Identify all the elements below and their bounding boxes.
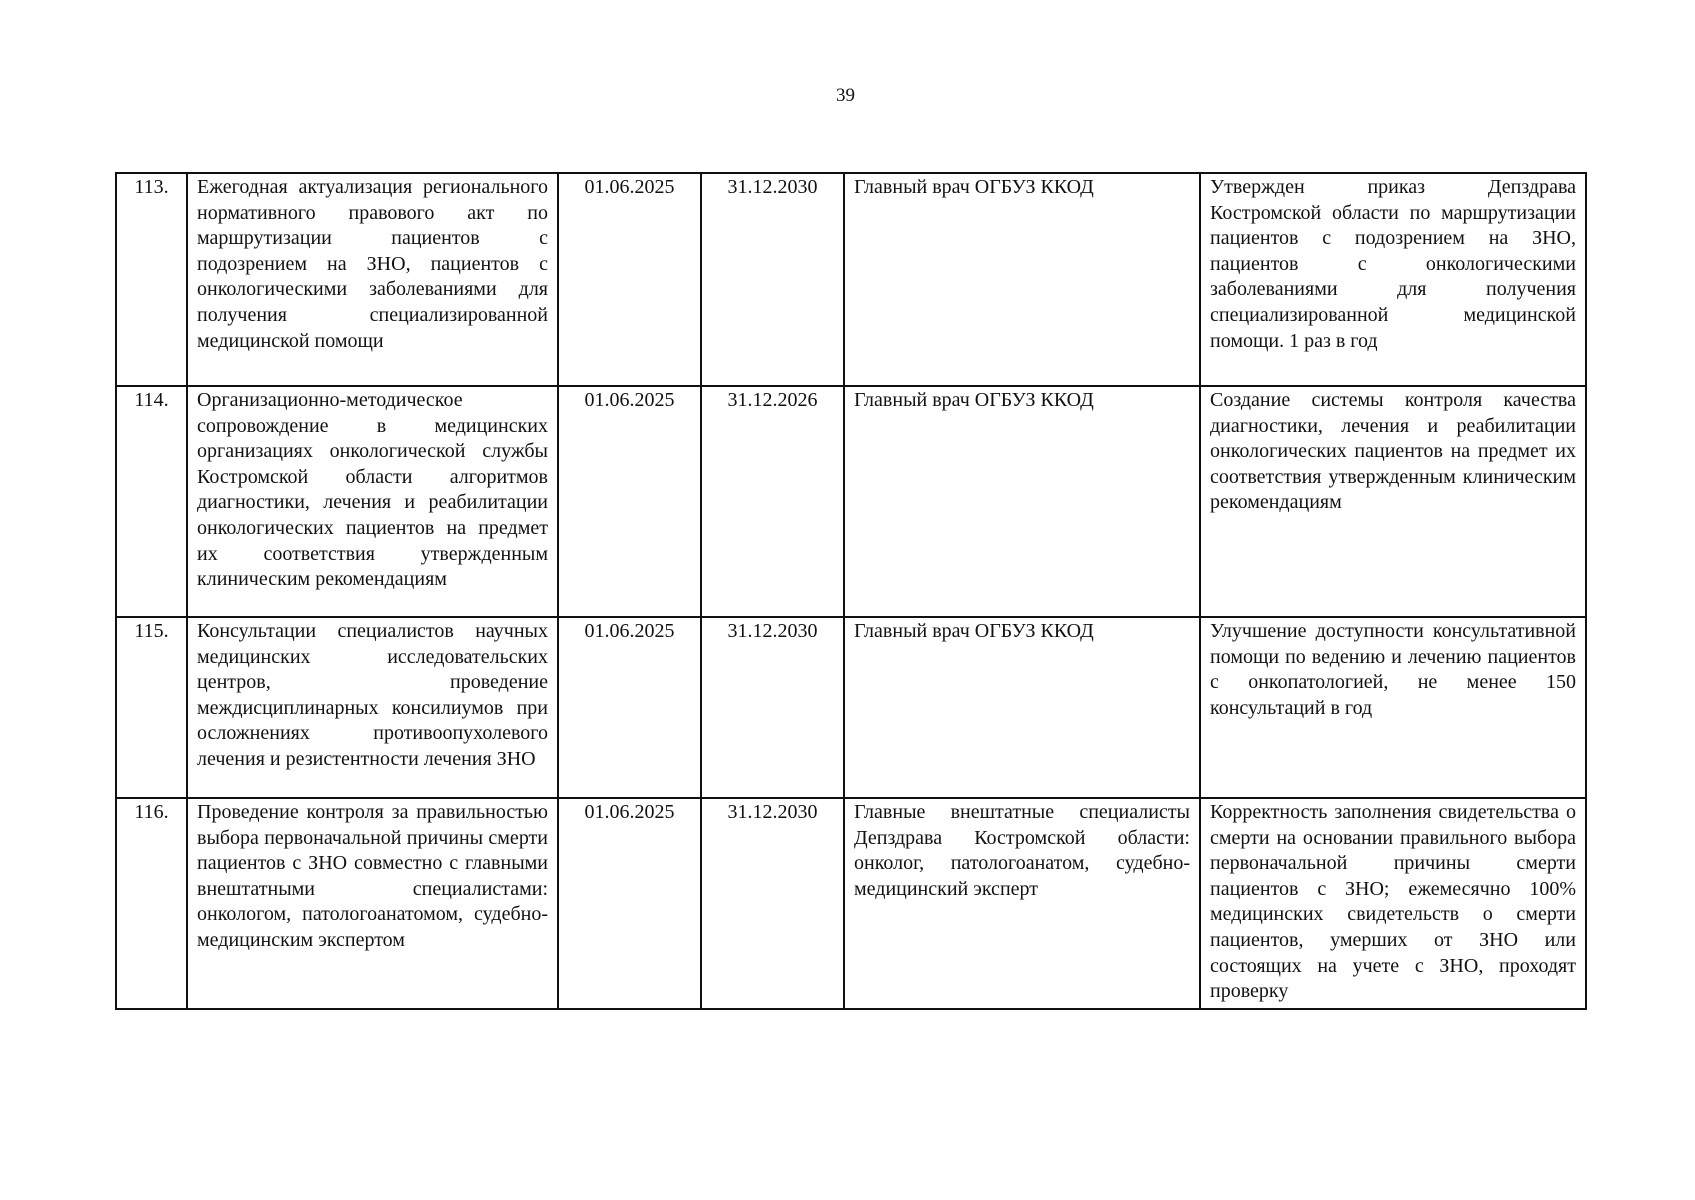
responsible-person: Главный врач ОГБУЗ ККОД [844,173,1200,386]
end-date: 31.12.2030 [701,798,844,1009]
expected-result: Утвержден приказ Депздрава Костромской области по маршрутизации пациентов с подозрением на ЗНО, пациентов с онкологическими заболеваниями для получения специализированной медицинской помощи. 1 раз в год [1200,173,1586,386]
row-number: 116. [116,798,187,1009]
page-number: 39 [836,85,855,106]
start-date: 01.06.2025 [558,617,701,798]
task-description: Проведение контроля за правильностью выбора первоначальной причины смерти пациентов с ЗНО совместно с главными внештатными специалистами: онкологом, патологоанатомом, судебно-медицинским экспертом [187,798,558,1009]
row-number: 114. [116,386,187,617]
expected-result: Корректность заполнения свидетельства о смерти на основании правильного выбора первоначальной причины смерти пациентов с ЗНО; ежемесячно 100% медицинских свидетельств о смерти пациентов, умерших от ЗНО или состоящих на учете с ЗНО, проходят проверку [1200,798,1586,1009]
start-date: 01.06.2025 [558,173,701,386]
expected-result: Создание системы контроля качества диагностики, лечения и реабилитации онкологических пациентов на предмет их соответствия утвержденным клиническим рекомендациям [1200,386,1586,617]
expected-result: Улучшение доступности консультативной помощи по ведению и лечению пациентов с онкопатологией, не менее 150 консультаций в год [1200,617,1586,798]
action-plan-table [115,172,1587,1010]
start-date: 01.06.2025 [558,386,701,617]
responsible-person: Главный врач ОГБУЗ ККОД [844,386,1200,617]
responsible-person: Главные внештатные специалисты Депздрава Костромской области: онколог, патологоанатом, судебно-медицинский эксперт [844,798,1200,1009]
end-date: 31.12.2030 [701,173,844,386]
task-description: Ежегодная актуализация регионального нормативного правового акт по маршрутизации пациентов с подозрением на ЗНО, пациентов с онкологическими заболеваниями для получения специализированной медицинской помощи [187,173,558,386]
table-row [116,617,1586,798]
start-date: 01.06.2025 [558,798,701,1009]
table-row [116,173,1586,386]
table-row [116,386,1586,617]
task-description: Консультации специалистов научных медицинских исследовательских центров, проведение междисциплинарных консилиумов при осложнениях противоопухолевого лечения и резистентности лечения ЗНО [187,617,558,798]
task-description: Организационно-методическое сопровождение в медицинских организациях онкологической службы Костромской области алгоритмов диагностики, лечения и реабилитации онкологических пациентов на предмет их соответствия утвержденным клиническим рекомендациям [187,386,558,617]
table-row [116,798,1586,1009]
row-number: 115. [116,617,187,798]
end-date: 31.12.2030 [701,617,844,798]
row-number: 113. [116,173,187,386]
end-date: 31.12.2026 [701,386,844,617]
responsible-person: Главный врач ОГБУЗ ККОД [844,617,1200,798]
